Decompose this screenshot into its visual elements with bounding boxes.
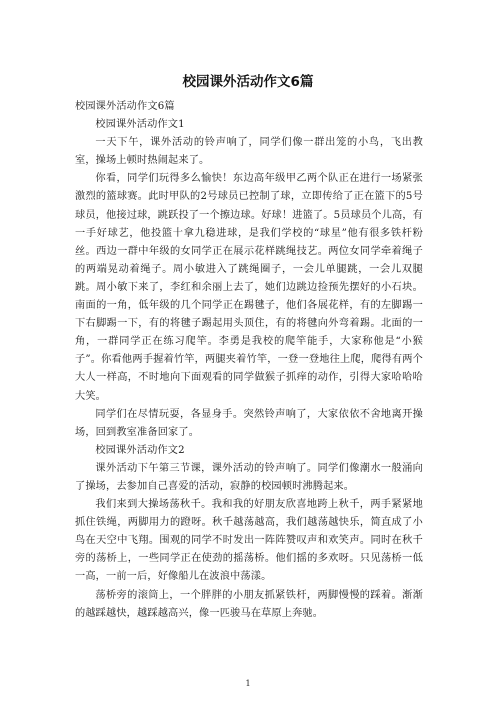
paragraph: 你看，同学们玩得多么愉快！东边高年级甲乙两个队正在进行一场紧张激烈的篮球赛。此时甲队的2号球员已控制了球，立即传给了正在篮下的5号球员，他接过球，跳跃投了一个擦边球。好球！进篮了。5员球员个儿高，有一手好球艺，他投篮十拿九稳进球，是我们学校的“球星”他有很多铁杆粉丝。西边一群中年级的女同学正在展示花样跳绳技艺。两位女同学牵着绳子的两端晃动着绳子。周小敏进入了跳绳圈子，一会儿单腿跳，一会儿双腿跳。周小敏下来了，李红和余丽上去了，她们边跳边捡预先摆好的小石块。南面的一角，低年级的几个同学正在踢毽子，他们各展花样，有的左脚踢一下右脚踢一下，有的将毽子踢起用头顶住，有的将毽向外弯着踢。北面的一角，一群同学正在练习爬竿。李勇是我校的爬竿能手，大家称他是“小猴子”。你看他两手握着竹竿，两腿夹着竹竿，一登一登地往上爬，爬得有两个大人一样高，不时地向下面观看的同学做猴子抓痒的动作，引得大家哈哈哈大笑。 <box>75 173 423 402</box>
document-title: 校园课外活动作文6篇 <box>182 74 314 90</box>
page-number: 1 <box>245 679 251 688</box>
paragraph: 同学们在尽情玩耍，各显身手。突然铃声响了，大家依依不舍地离开操场，回到教室准备回家了。 <box>75 408 423 438</box>
paragraph: 课外活动下午第三节课，课外活动的铃声响了。同学们像潮水一般涌向了操场，去参加自己喜爱的活动，寂静的校园顿时沸腾起来。 <box>75 462 423 492</box>
document-subtitle: 校园课外活动作文6篇 <box>75 101 175 112</box>
paragraph: 校园课外活动作文1 <box>95 119 185 131</box>
paragraph: 荡桥旁的滚筒上，一个胖胖的小朋友抓紧铁杆，两脚慢慢的踩着。渐渐的越踩越快，越踩越高兴，像一匹骏马在草原上奔驰。 <box>75 589 423 619</box>
paragraph: 一天下午，课外活动的铃声响了，同学们像一群出笼的小鸟，飞出教室，操场上顿时热闹起来了。 <box>75 137 423 167</box>
paragraph: 校园课外活动作文2 <box>95 444 185 456</box>
document-body <box>75 98 423 623</box>
paragraph: 我们来到大操场荡秋千。我和我的好朋友欣喜地跨上秋千，两手紧紧地抓住铁绳，两脚用力的蹬呀。秋千越荡越高，我们越荡越快乐，简直成了小鸟在天空中飞翔。围观的同学不时发出一阵阵赞叹声和欢笑声。同时在秋千旁的荡桥上，一些同学正在使劲的摇荡桥。他们摇的多欢呀。只见荡桥一低一高，一前一后，好像船儿在波浪中荡漾。 <box>75 499 423 583</box>
